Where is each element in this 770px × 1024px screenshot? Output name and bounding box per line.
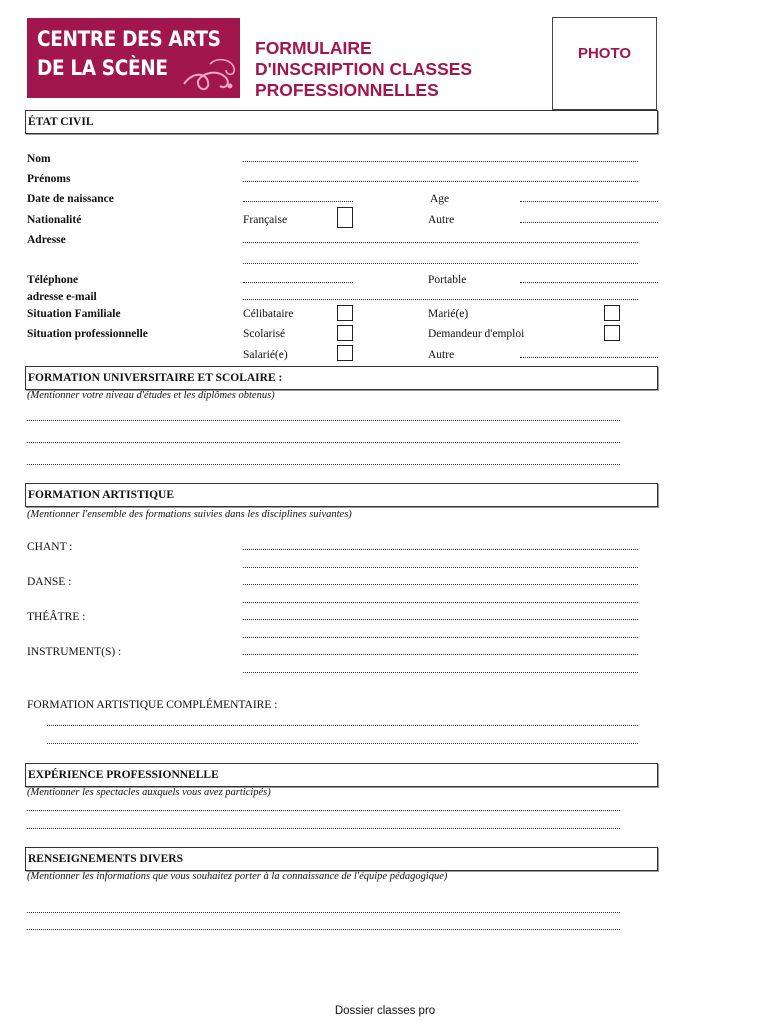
section-heading: RENSEIGNEMENTS DIVERS xyxy=(28,853,183,865)
label-portable: Portable xyxy=(428,274,467,286)
hint-experience: (Mentionner les spectacles auxquels vous avez participés) xyxy=(27,787,271,798)
photo-label: PHOTO xyxy=(577,45,632,62)
label-salarie: Salarié(e) xyxy=(243,349,288,361)
hint-formation-artistique: (Mentionner l'ensemble des formations suivies dans les disciplines suivantes) xyxy=(27,509,352,520)
field-divers-2[interactable] xyxy=(27,928,620,930)
section-heading: ÉTAT CIVIL xyxy=(28,116,94,128)
field-date-naissance[interactable] xyxy=(243,200,353,202)
photo-box[interactable] xyxy=(552,17,657,110)
label-instruments: INSTRUMENT(S) : xyxy=(27,646,122,658)
label-prenoms: Prénoms xyxy=(27,173,71,185)
hint-divers: (Mentionner les informations que vous souhaitez porter à la connaissance de l'équipe pédagogique) xyxy=(27,871,448,882)
field-theatre-2[interactable] xyxy=(243,636,638,638)
field-experience-1[interactable] xyxy=(27,809,620,811)
field-formation-universitaire-2[interactable] xyxy=(27,441,620,443)
field-formation-universitaire-1[interactable] xyxy=(27,419,620,421)
field-chant-2[interactable] xyxy=(243,566,638,568)
label-danse: DANSE : xyxy=(27,576,72,588)
label-theatre: THÉÂTRE : xyxy=(27,611,86,623)
label-email: adresse e-mail xyxy=(27,291,97,303)
logo-line-2: DE LA SCÈNE xyxy=(37,56,168,80)
label-telephone: Téléphone xyxy=(27,274,79,286)
field-formation-complementaire-1[interactable] xyxy=(47,724,638,726)
field-experience-2[interactable] xyxy=(27,827,620,829)
label-nom: Nom xyxy=(27,153,51,165)
label-autre-situation: Autre xyxy=(428,349,455,361)
field-adresse-2[interactable] xyxy=(243,262,638,264)
field-email[interactable] xyxy=(243,298,638,300)
checkbox-marie[interactable] xyxy=(604,305,620,321)
checkbox-demandeur[interactable] xyxy=(604,325,620,341)
page-footer: Dossier classes pro xyxy=(334,1005,436,1017)
field-formation-universitaire-3[interactable] xyxy=(27,463,620,465)
field-telephone[interactable] xyxy=(243,281,353,283)
label-situation-familiale: Situation Familiale xyxy=(27,308,121,320)
field-portable[interactable] xyxy=(520,281,658,283)
section-heading: FORMATION UNIVERSITAIRE ET SCOLAIRE : xyxy=(28,372,283,384)
label-adresse: Adresse xyxy=(27,234,66,246)
field-instruments-1[interactable] xyxy=(243,653,638,655)
section-formation-universitaire xyxy=(25,366,658,390)
field-autre-nationalite[interactable] xyxy=(520,221,658,223)
logo-line-1: CENTRE DES ARTS xyxy=(37,27,221,51)
section-heading: EXPÉRIENCE PROFESSIONNELLE xyxy=(28,769,219,781)
field-divers-1[interactable] xyxy=(27,911,620,913)
checkbox-celibataire[interactable] xyxy=(337,305,353,321)
section-heading: FORMATION ARTISTIQUE xyxy=(28,489,175,501)
field-autre-situation[interactable] xyxy=(520,356,658,358)
checkbox-salarie[interactable] xyxy=(337,345,353,361)
label-date-naissance: Date de naissance xyxy=(27,193,114,205)
field-theatre-1[interactable] xyxy=(243,618,638,620)
logo-swirl-icon xyxy=(180,54,238,94)
title-line-3: PROFESSIONNELLES xyxy=(255,80,439,100)
hint-formation-universitaire: (Mentionner votre niveau d'études et les diplômes obtenus) xyxy=(27,390,275,401)
label-nationalite: Nationalité xyxy=(27,214,82,226)
label-marie: Marié(e) xyxy=(428,308,469,320)
section-divers xyxy=(25,847,658,871)
label-formation-complementaire: FORMATION ARTISTIQUE COMPLÉMENTAIRE : xyxy=(27,699,278,711)
title-line-1: FORMULAIRE xyxy=(255,38,372,58)
label-age: Age xyxy=(430,193,450,205)
field-danse-2[interactable] xyxy=(243,601,638,603)
label-celibataire: Célibataire xyxy=(243,308,294,320)
field-prenoms[interactable] xyxy=(243,180,638,182)
checkbox-scolarise[interactable] xyxy=(337,325,353,341)
section-formation-artistique xyxy=(25,483,658,507)
field-nom[interactable] xyxy=(243,160,638,162)
section-etat-civil xyxy=(25,110,658,134)
logo xyxy=(27,18,240,98)
field-age[interactable] xyxy=(520,200,658,202)
field-adresse-1[interactable] xyxy=(243,241,638,243)
field-instruments-2[interactable] xyxy=(243,671,638,673)
label-demandeur: Demandeur d'emploi xyxy=(428,328,525,340)
field-formation-complementaire-2[interactable] xyxy=(47,742,638,744)
field-chant-1[interactable] xyxy=(243,548,638,550)
checkbox-francaise[interactable] xyxy=(337,207,353,228)
field-danse-1[interactable] xyxy=(243,583,638,585)
label-autre-nationalite: Autre xyxy=(428,214,455,226)
label-francaise: Française xyxy=(243,214,288,226)
title-line-2: D'INSCRIPTION CLASSES xyxy=(255,59,473,79)
label-scolarise: Scolarisé xyxy=(243,328,286,340)
label-situation-professionnelle: Situation professionnelle xyxy=(27,328,148,340)
label-chant: CHANT : xyxy=(27,541,73,553)
section-experience xyxy=(25,763,658,787)
form-title xyxy=(255,38,545,101)
